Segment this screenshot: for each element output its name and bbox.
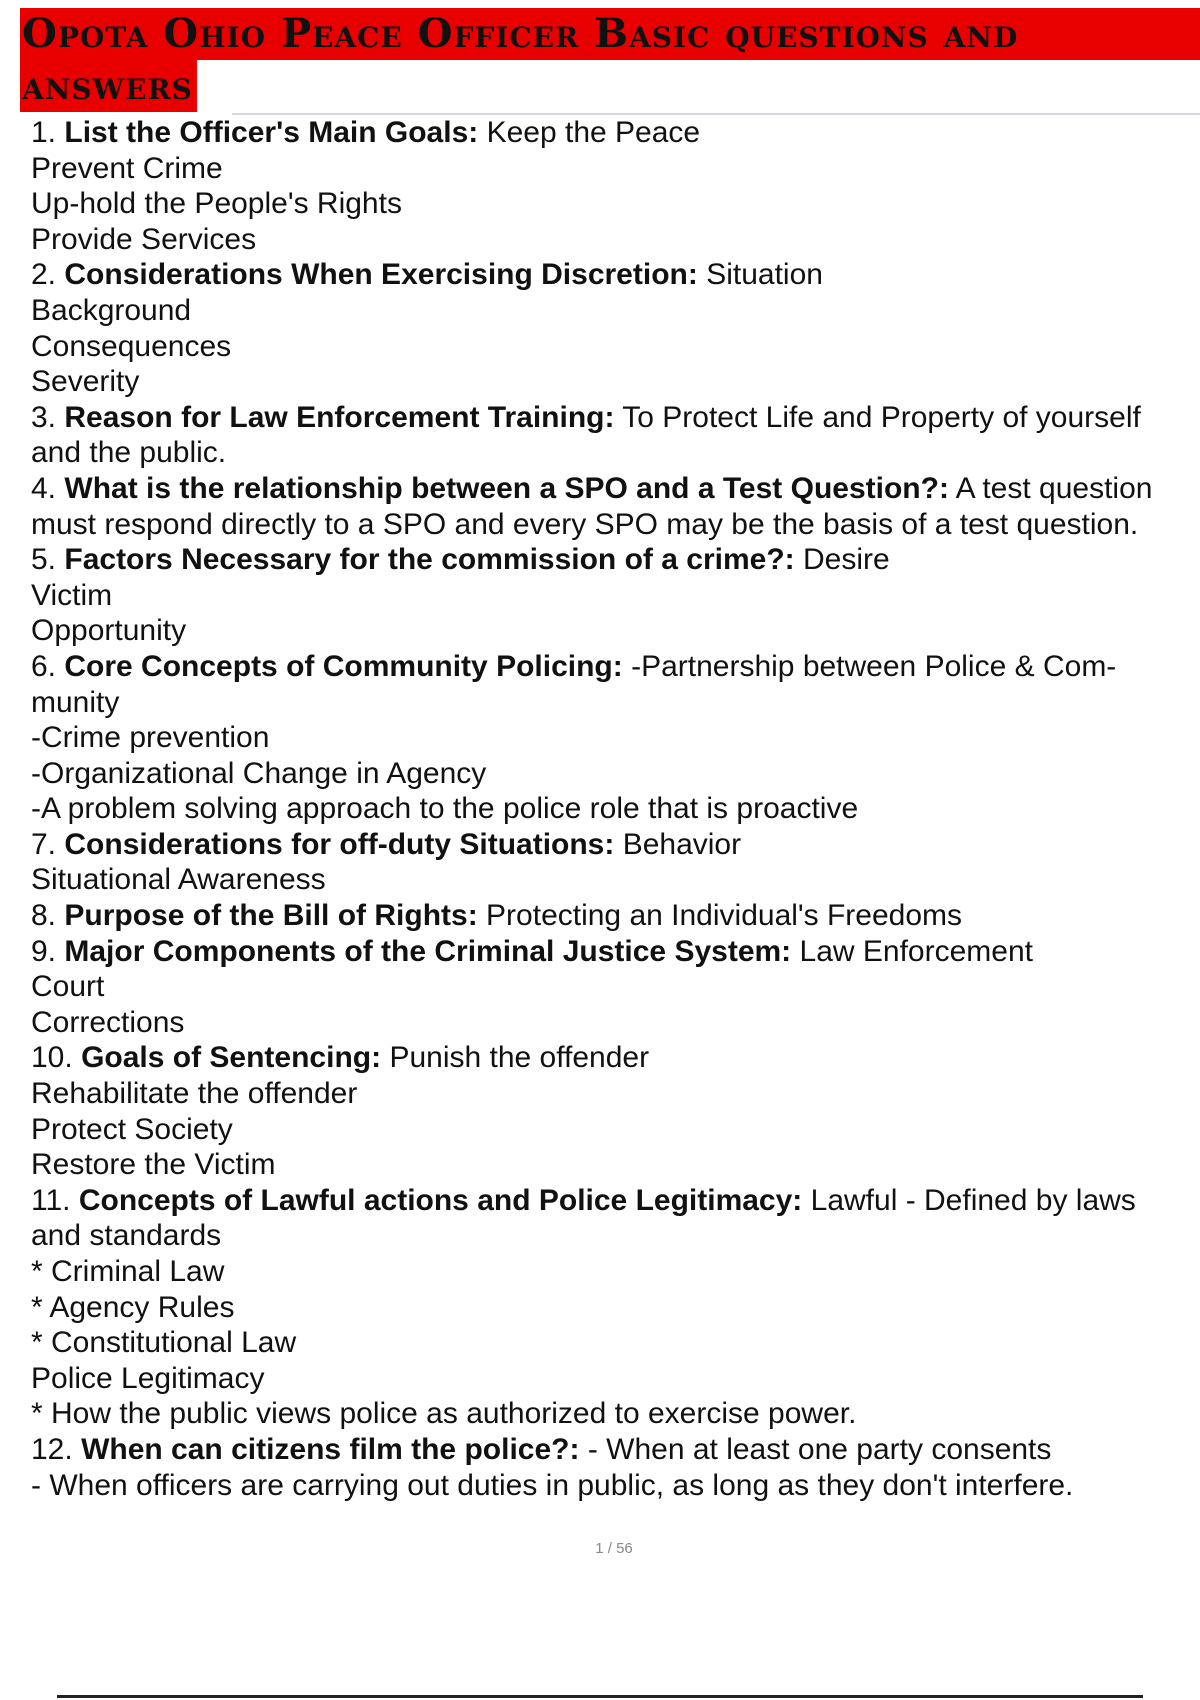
qa-question: Core Concepts of Community Policing: [64,649,623,683]
qa-answer: Situation [706,258,823,292]
qa-number: 2. [31,258,57,292]
qa-answer: Behavior [622,827,742,861]
qa-question: When can citizens film the police?: [81,1432,580,1466]
qa-answer-line: and standards [31,1219,222,1253]
qa-answer: Protecting an Individual's Freedoms [486,899,963,933]
qa-question: Concepts of Lawful actions and Police Legitimacy: [78,1183,803,1217]
qa-number: 4. [31,471,57,505]
qa-question: Factors Necessary for the commission of a crime?: [64,543,795,577]
qa-question: Considerations When Exercising Discretion: [64,258,698,292]
qa-answer: Desire [802,543,890,577]
qa-answer-line: Consequences [31,329,232,363]
qa-answer-line: * How the public views police as authorized to exercise power. [31,1397,857,1431]
qa-question-line [31,1432,1200,1468]
qa-item [31,471,1200,542]
qa-question-line [31,542,1200,578]
qa-answer-line: Background [31,293,192,327]
qa-answer-line: -Crime prevention [31,721,270,755]
qa-answer: Lawful - Defined by laws [810,1183,1136,1217]
qa-number: 12. [31,1432,73,1466]
qa-question: Goals of Sentencing: [81,1041,382,1075]
qa-answer-line: * Constitutional Law [31,1326,297,1360]
qa-answer-line: Police Legitimacy [31,1361,265,1395]
qa-answer: -Partnership between Police & Com- [631,649,1117,683]
qa-number: 7. [31,827,57,861]
qa-item [31,934,1200,1041]
qa-item [31,827,1200,898]
qa-answer: A test question [955,471,1153,505]
qa-question: List the Officer's Main Goals: [64,116,479,149]
qa-answer-line: Situational Awareness [31,863,326,897]
qa-question: Considerations for off-duty Situations: [64,827,615,861]
qa-answer-line: Victim [31,578,113,612]
qa-answer-line: Court [31,970,105,1004]
qa-answer: Punish the offender [389,1041,650,1075]
qa-answer-line: - When officers are carrying out duties in public, as long as they don't interfere. [31,1468,1074,1502]
qa-item [31,542,1200,649]
qa-question-line [31,1183,1200,1219]
qa-answer-line: Protect Society [31,1112,233,1146]
qa-number: 5. [31,543,57,577]
qa-question: Reason for Law Enforcement Training: [64,400,615,434]
qa-answer-line: Prevent Crime [31,151,223,185]
qa-answer: Keep the Peace [486,116,701,149]
qa-question: Major Components of the Criminal Justice System: [64,934,792,968]
qa-answer-line: Up-hold the People's Rights [31,187,402,221]
qa-number: 6. [31,649,57,683]
qa-answer-line: Corrections [31,1005,185,1039]
qa-item [31,1040,1200,1182]
qa-item [31,649,1200,827]
qa-item [31,257,1200,399]
qa-number: 8. [31,899,57,933]
title-line-1 [20,8,1200,60]
qa-answer-line: * Agency Rules [31,1290,235,1324]
qa-answer-line: must respond directly to a SPO and every SPO may be the basis of a test question. [31,507,1139,541]
qa-question-line [31,471,1200,507]
page-number: 1 / 56 [595,1540,633,1557]
title-line-2 [20,60,197,112]
qa-answer-line: munity [31,685,120,719]
qa-answer: To Protect Life and Property of yourself [622,400,1141,434]
qa-question-line [31,898,1200,934]
qa-question-line [31,827,1200,863]
qa-question-line [31,934,1200,970]
qa-answer-line: Severity [31,365,140,399]
qa-number: 3. [31,400,57,434]
qa-item [31,400,1200,471]
qa-item [31,1183,1200,1432]
title-text-2: answers [22,62,193,109]
qa-answer-line: Restore the Victim [31,1148,276,1182]
qa-question-line [31,257,1200,293]
qa-question-line [31,400,1200,436]
qa-item [31,1432,1200,1503]
qa-number: 11. [31,1183,71,1217]
qa-answer: - When at least one party consents [587,1432,1052,1466]
bottom-divider [57,1695,1143,1698]
qa-number: 10. [31,1041,73,1075]
qa-question: What is the relationship between a SPO and a Test Question?: [64,471,949,505]
qa-question-line [31,649,1200,685]
qa-item [31,898,1200,934]
qa-answer: Law Enforcement [799,934,1033,968]
qa-answer-line: * Criminal Law [31,1255,225,1288]
qa-answer-line: -A problem solving approach to the police role that is proactive [31,792,859,826]
qa-item [31,115,1200,257]
qa-list [31,115,1200,1503]
qa-number: 9. [31,934,57,968]
title-text-1: Opota Ohio Peace Officer Basic questions and [22,10,1019,57]
qa-question: Purpose of the Bill of Rights: [64,899,478,933]
qa-answer-line: Opportunity [31,614,187,648]
qa-number: 1. [31,116,57,149]
document-title [20,8,1200,112]
qa-answer-line: Provide Services [31,222,257,256]
qa-answer-line: -Organizational Change in Agency [31,756,487,790]
qa-answer-line: Rehabilitate the offender [31,1077,358,1111]
qa-question-line [31,1040,1200,1076]
qa-question-line [31,115,1200,151]
qa-answer-line: and the public. [31,436,227,470]
